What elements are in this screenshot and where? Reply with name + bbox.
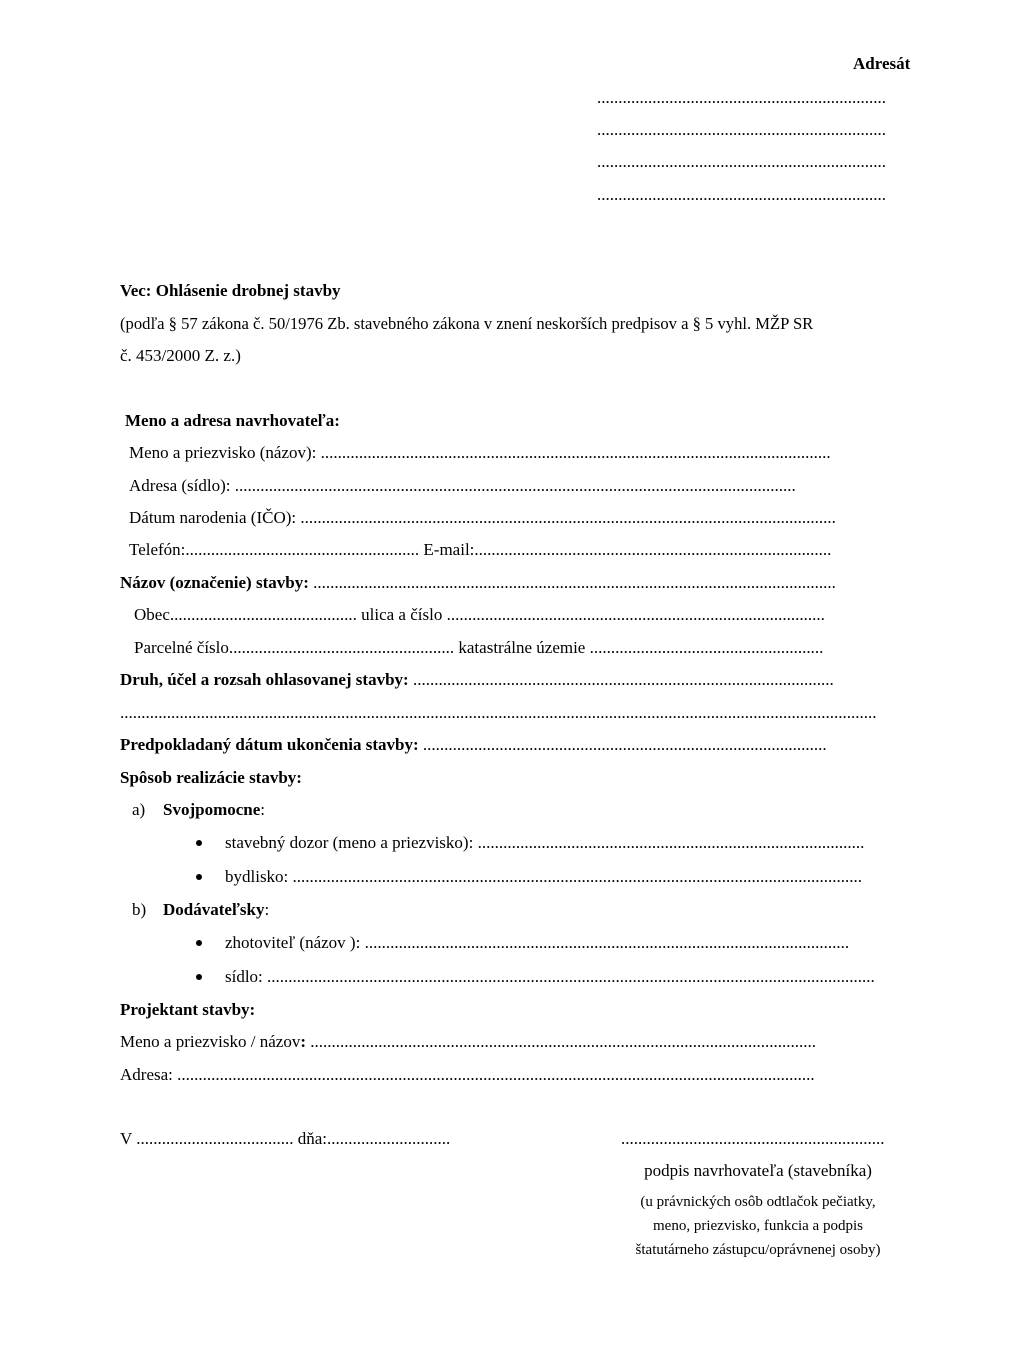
designer-address-field[interactable]: ...................................................................................................................................................... — [177, 1065, 815, 1084]
applicant-birth-row — [129, 508, 915, 528]
bullet-icon — [196, 974, 202, 980]
place-label: V — [120, 1129, 137, 1148]
place-field[interactable]: ..................................... — [136, 1129, 294, 1148]
date-label: dňa: — [293, 1129, 328, 1148]
method-b-colon: : — [264, 900, 270, 919]
end-date-field[interactable]: ............................................................................................... — [422, 735, 827, 754]
addressee-line-2[interactable]: .................................................................... — [597, 120, 886, 139]
applicant-name-label: Meno a priezvisko (názov): — [129, 443, 321, 462]
obec-label: Obec — [134, 605, 170, 624]
designer-name-field[interactable]: ....................................................................................................................... — [306, 1032, 817, 1051]
applicant-birth-field[interactable]: .............................................................................................................................. — [300, 508, 836, 527]
addressee-line-1[interactable]: .................................................................... — [597, 88, 886, 107]
parcel-field[interactable]: ..................................................... — [228, 638, 455, 657]
applicant-heading: Meno a adresa navrhovateľa: — [125, 411, 340, 430]
designer-name-label: Meno a priezvisko / názov — [120, 1032, 301, 1051]
method-b-label: Dodávateľsky — [163, 900, 265, 919]
bullet-icon — [196, 874, 202, 880]
designer-heading: Projektant stavby: — [120, 1000, 256, 1019]
bullet-icon — [196, 840, 202, 846]
signature-caption: podpis navrhovateľa (stavebníka) — [644, 1161, 872, 1180]
building-type-label: Druh, účel a rozsah ohlasovanej stavby: — [120, 670, 413, 689]
designer-name-colon: : — [300, 1032, 307, 1051]
building-name-label: Názov (označenie) stavby: — [120, 573, 314, 592]
seat-row — [225, 967, 915, 987]
supervisor-row — [225, 833, 913, 853]
method-a-row — [163, 800, 265, 820]
applicant-birth-label: Dátum narodenia (IČO): — [129, 508, 301, 527]
designer-name-row — [120, 1032, 899, 1052]
place-date-row — [120, 1129, 492, 1149]
building-location-row — [134, 605, 912, 625]
subject-legal-line-1: (podľa § 57 zákona č. 50/1976 Zb. stavebného zákona v znení neskorších predpisov a § 5 vyhl. MŽP SR — [120, 314, 814, 333]
date-field[interactable]: ............................. — [327, 1129, 451, 1148]
method-a-label: Svojpomocne — [163, 800, 261, 819]
designer-address-row — [120, 1065, 902, 1085]
street-label: ulica a číslo — [356, 605, 447, 624]
building-name-row — [120, 573, 915, 593]
applicant-contact-row — [129, 540, 915, 560]
building-type-field-line-2[interactable]: .................................................................................................................................................................................. — [120, 703, 877, 722]
supervisor-field[interactable]: ........................................................................................... — [477, 833, 865, 852]
applicant-address-label: Adresa (sídlo): — [129, 476, 235, 495]
addressee-line-3[interactable]: .................................................................... — [597, 152, 886, 171]
building-name-field[interactable]: ........................................................................................................................... — [313, 573, 836, 592]
building-end-date-row — [120, 735, 915, 755]
contractor-row — [225, 933, 911, 953]
bullet-icon — [196, 940, 202, 946]
applicant-phone-label: Telefón: — [129, 540, 186, 559]
contractor-label: zhotoviteľ (názov ): — [225, 933, 365, 952]
parcel-label: Parcelné číslo — [134, 638, 229, 657]
method-b-marker: b) — [132, 900, 147, 919]
subject-legal-line-2: č. 453/2000 Z. z.) — [120, 346, 241, 365]
cadastral-field[interactable]: ....................................................... — [589, 638, 824, 657]
residence-label: bydlisko: — [225, 867, 293, 886]
applicant-name-field[interactable]: ........................................................................................................................ — [320, 443, 831, 462]
end-date-label: Predpokladaný dátum ukončenia stavby: — [120, 735, 423, 754]
applicant-email-field[interactable]: .................................................................................... — [474, 540, 832, 559]
building-type-field[interactable]: ................................................................................................... — [412, 670, 834, 689]
signature-note-2: meno, priezvisko, funkcia a podpis — [653, 1218, 863, 1234]
obec-field[interactable]: ............................................ — [169, 605, 357, 624]
building-type-row — [120, 670, 914, 690]
seat-field[interactable]: ............................................................................................................................................... — [267, 967, 875, 986]
applicant-address-field[interactable]: .................................................................................................................................... — [234, 476, 796, 495]
signature-note-3: štatutárneho zástupcu/oprávnenej osoby) — [635, 1242, 881, 1258]
method-a-colon: : — [260, 800, 266, 819]
signature-field[interactable]: .............................................................. — [621, 1129, 885, 1148]
subject-title: Vec: Ohlásenie drobnej stavby — [120, 281, 341, 300]
street-field[interactable]: ......................................................................................... — [446, 605, 825, 624]
supervisor-label: stavebný dozor (meno a priezvisko): — [225, 833, 478, 852]
designer-address-label: Adresa: — [120, 1065, 178, 1084]
contractor-field[interactable]: .................................................................................................................. — [364, 933, 850, 952]
addressee-label: Adresát — [853, 54, 911, 73]
method-a-marker: a) — [132, 800, 146, 819]
method-b-row — [163, 900, 269, 920]
residence-row — [225, 867, 915, 887]
method-heading: Spôsob realizácie stavby: — [120, 768, 302, 787]
building-parcel-row — [134, 638, 910, 658]
residence-field[interactable]: ...................................................................................................................................... — [292, 867, 863, 886]
applicant-email-label: E-mail: — [419, 540, 475, 559]
applicant-phone-field[interactable]: ....................................................... — [185, 540, 420, 559]
applicant-name-row — [129, 443, 915, 463]
signature-note-1: (u právnických osôb odtlačok pečiatky, — [640, 1194, 876, 1210]
addressee-line-4[interactable]: .................................................................... — [597, 185, 886, 204]
seat-label: sídlo: — [225, 967, 268, 986]
cadastral-label: katastrálne územie — [454, 638, 590, 657]
applicant-address-row — [129, 476, 915, 496]
